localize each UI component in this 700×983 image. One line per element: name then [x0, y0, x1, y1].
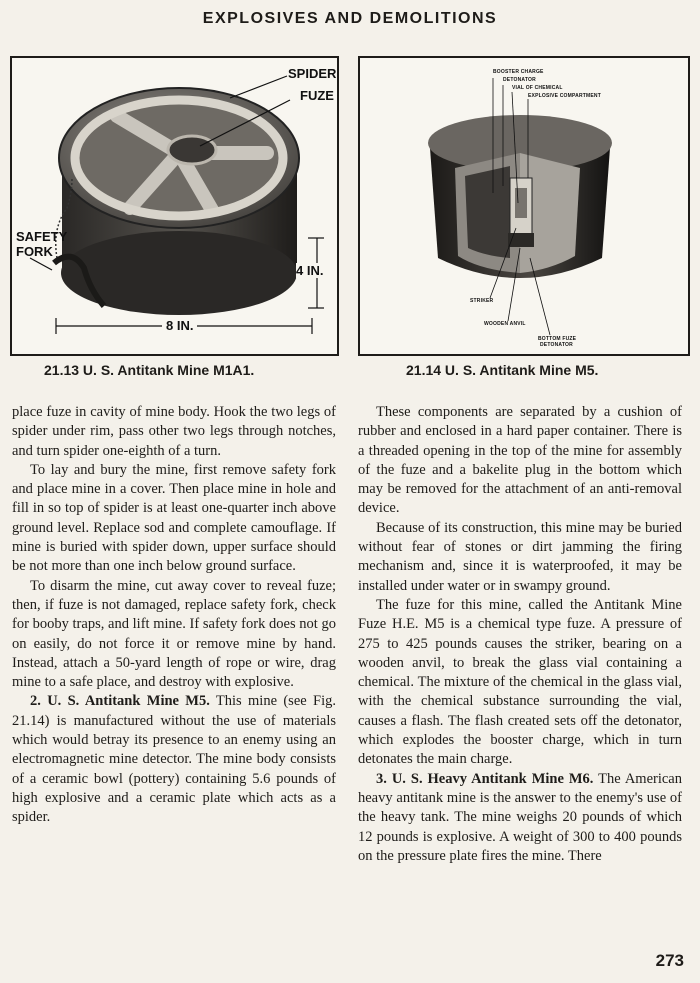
right-paragraph-4-text: The American heavy antitank mine is the answer to the enemy's use of the heavy tank. The mine weighs 20 pounds of which 12 pounds is explosive. A weight of 300 to 400 pounds on the pressure plate fires the mine. There: [358, 770, 682, 864]
right-paragraph-4: [358, 770, 682, 866]
label-bottom-fuze-detonator: DETONATOR: [540, 342, 573, 348]
label-spider: SPIDER: [288, 66, 337, 81]
right-paragraph-2: Because of its construction, this mine may be buried without fear of stones or dirt jamming the firing mechanism and, since it is waterproofed, it may be installed under water or in swampy ground.: [358, 519, 682, 594]
label-safety: SAFETY: [16, 229, 68, 244]
label-bottom-fuze: BOTTOM FUZE: [538, 336, 577, 342]
figure-m5-mine: [358, 56, 690, 356]
right-paragraph-1: These components are separated by a cushion of rubber and enclosed in a hard paper container. There is a threaded opening in the top of the mine for assembly of the fuze and a bakelite plug in the bottom which may be removed for the attachment of an anti-removal device.: [358, 404, 682, 517]
label-width: 8 IN.: [162, 318, 197, 333]
label-explosive-compartment: EXPLOSIVE COMPARTMENT: [528, 93, 602, 99]
label-fork: FORK: [16, 244, 53, 259]
label-height: 4 IN.: [296, 263, 324, 278]
caption-figure-21-13: 21.13 U. S. Antitank Mine M1A1.: [44, 362, 255, 378]
m5-mine-cutaway-illustration: [360, 58, 688, 354]
label-detonator: DETONATOR: [503, 77, 536, 83]
left-column: [12, 403, 336, 828]
left-paragraph-1: place fuze in cavity of mine body. Hook the two legs of spider under rim, pass other two legs through notches, and turn spider one-eighth of a turn.: [12, 404, 336, 459]
left-paragraph-2: To lay and bury the mine, first remove safety fork and place mine in a cover. Then place mine in hole and fill in so top of spider is at least one-quarter inch above ground level. Replace sod and complete camouflage. If mine is buried with spider down, upper surface should be not more than one inch below ground surface.: [12, 461, 336, 575]
label-vial-of-chemical: VIAL OF CHEMICAL: [512, 85, 563, 91]
page-number: 273: [655, 951, 684, 970]
figure-m1a1-mine: [10, 56, 339, 356]
label-striker: STRIKER: [470, 298, 494, 304]
page-header: EXPLOSIVES AND DEMOLITIONS: [202, 10, 498, 27]
m1a1-mine-illustration: [12, 58, 337, 354]
right-paragraph-3: The fuze for this mine, called the Antitank Mine Fuze H.E. M5 is a chemical type fuze. A pressure of 275 to 425 pounds causes the striker, bearing on a wooden anvil, to break the glass vial containing a chemical. The mixture of the chemical in the glass vial, with the chemical substance surrounding the vial, causes a flash. The flash created sets off the detonator, which explodes the booster charge, which in turn detonates the main charge.: [358, 596, 682, 768]
label-wooden-anvil: WOODEN ANVIL: [484, 321, 526, 327]
label-fuze: FUZE: [300, 88, 334, 103]
section-heading-m6: 3. U. S. Heavy Antitank Mine M6.: [376, 770, 594, 787]
left-paragraph-4: [12, 692, 336, 827]
section-heading-m5: 2. U. S. Antitank Mine M5.: [30, 693, 210, 710]
caption-figure-21-14: 21.14 U. S. Antitank Mine M5.: [406, 362, 599, 378]
left-paragraph-3: To disarm the mine, cut away cover to reveal fuze; then, if fuze is not damaged, replace safety fork, check for booby traps, and lift mine. If safety fork does not go on easily, do not force it or remove mine by hand. Instead, attach a 50-yard length of rope or wire, drag mine to a safe place, and destroy with explosive.: [12, 577, 336, 691]
right-column: [358, 403, 682, 866]
left-paragraph-4-text: This mine (see Fig. 21.14) is manufactured without the use of materials which would betray its presence to an enemy using an electromagnetic mine detector. The mine body consists of a ceramic bowl (pottery) containing 5.6 pounds of high explosive and a ceramic plate which acts as a spider.: [12, 693, 336, 826]
label-booster-charge: BOOSTER CHARGE: [493, 69, 544, 75]
